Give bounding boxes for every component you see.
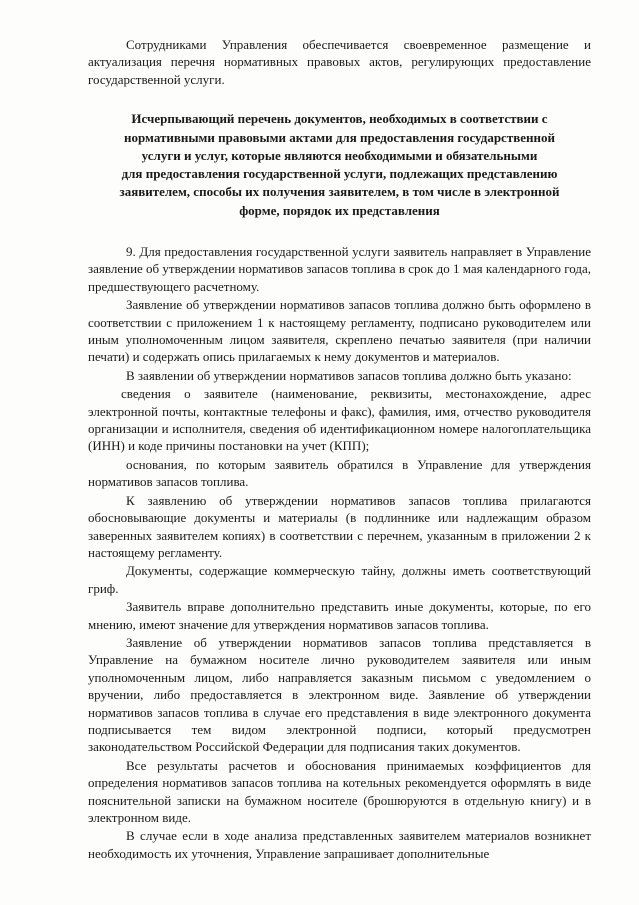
- heading-line: форме, порядок их представления: [239, 202, 440, 218]
- heading-line: услуги и услуг, которые являются необходимыми и обязательными: [141, 147, 538, 163]
- paragraph-9: 9. Для предоставления государственной услуги заявитель направляет в Управление заявление об утверждении нормативов запасов топлива в срок до 1 мая календарного года, предшествующего расчетному.: [88, 244, 591, 294]
- paragraph-extra: Заявитель вправе дополнительно представить иные документы, которые, по его мнению, имеют значение для утверждения нормативов запасов топлива.: [88, 599, 591, 632]
- document-body: [88, 36, 591, 863]
- heading-line: заявителем, способы их получения заявителем, в том числе в электронной: [119, 184, 560, 200]
- paragraph-must: В заявлении об утверждении нормативов запасов топлива должно быть указано:: [126, 367, 572, 383]
- intro-paragraph: Сотрудниками Управления обеспечивается своевременное размещение и актуализация перечня нормативных правовых актов, регулирующих предоставление государственной услуги.: [88, 37, 591, 87]
- paragraph-submit: Заявление об утверждении нормативов запасов топлива представляется в Управление на бумажном носителе лично руководителем заявителя или иным уполномоченным лицом, либо направляется заказным письмом с уведомлением о вручении, либо предоставляется в электронном виде. Заявление об утверждении нормативов запасов топлива в случае его представления в виде электронного документа подписывается тем видом электронной подписи, который предусмотрен законодательством Российской Федерации для подписания таких документов.: [88, 634, 591, 755]
- paragraph-results: Все результаты расчетов и обоснования принимаемых коэффициентов для определения нормативов запасов топлива на котельных рекомендуется оформлять в виде пояснительной записки на бумажном носителе (брошюруются в отдельную книгу) и в электронном виде.: [88, 757, 591, 825]
- paragraph-secret: Документы, содержащие коммерческую тайну, должны иметь соответствующий гриф.: [88, 563, 591, 596]
- section-heading: [88, 110, 591, 220]
- heading-line: нормативными правовыми актами для предоставления государственной: [124, 129, 555, 145]
- heading-line: для предоставления государственной услуги, подлежащих представлению: [121, 166, 558, 182]
- paragraph-case: В случае если в ходе анализа представленных заявителем материалов возникнет необходимость их уточнения, Управление запрашивает дополнительные: [88, 828, 591, 861]
- heading-line: Исчерпывающий перечень документов, необходимых в соответствии с: [131, 111, 548, 127]
- paragraph-info: сведения о заявителе (наименование, реквизиты, местонахождение, адрес электронной почты, контактные телефоны и факс), фамилия, имя, отчество руководителя организации и исполнителя, сведения об идентификационном номере налогоплательщика (ИНН) и коде причины постановки на учет (КПП);: [88, 386, 591, 454]
- paragraph-form: Заявление об утверждении нормативов запасов топлива должно быть оформлено в соответствии с приложением 1 к настоящему регламенту, подписано руководителем или иным уполномоченным лицом заявителя, скреплено печатью заявителя (при наличии печати) и содержать опись прилагаемых к нему документов и материалов.: [88, 297, 591, 365]
- paragraph-attach: К заявлению об утверждении нормативов запасов топлива прилагаются обосновывающие документы и материалы (в подлиннике или надлежащим образом заверенных заявителем копиях) в соответствии с перечнем, указанным в приложении 2 к настоящему регламенту.: [88, 492, 591, 560]
- paragraph-grounds: основания, по которым заявитель обратился в Управление для утверждения нормативов запасов топлива.: [88, 456, 591, 490]
